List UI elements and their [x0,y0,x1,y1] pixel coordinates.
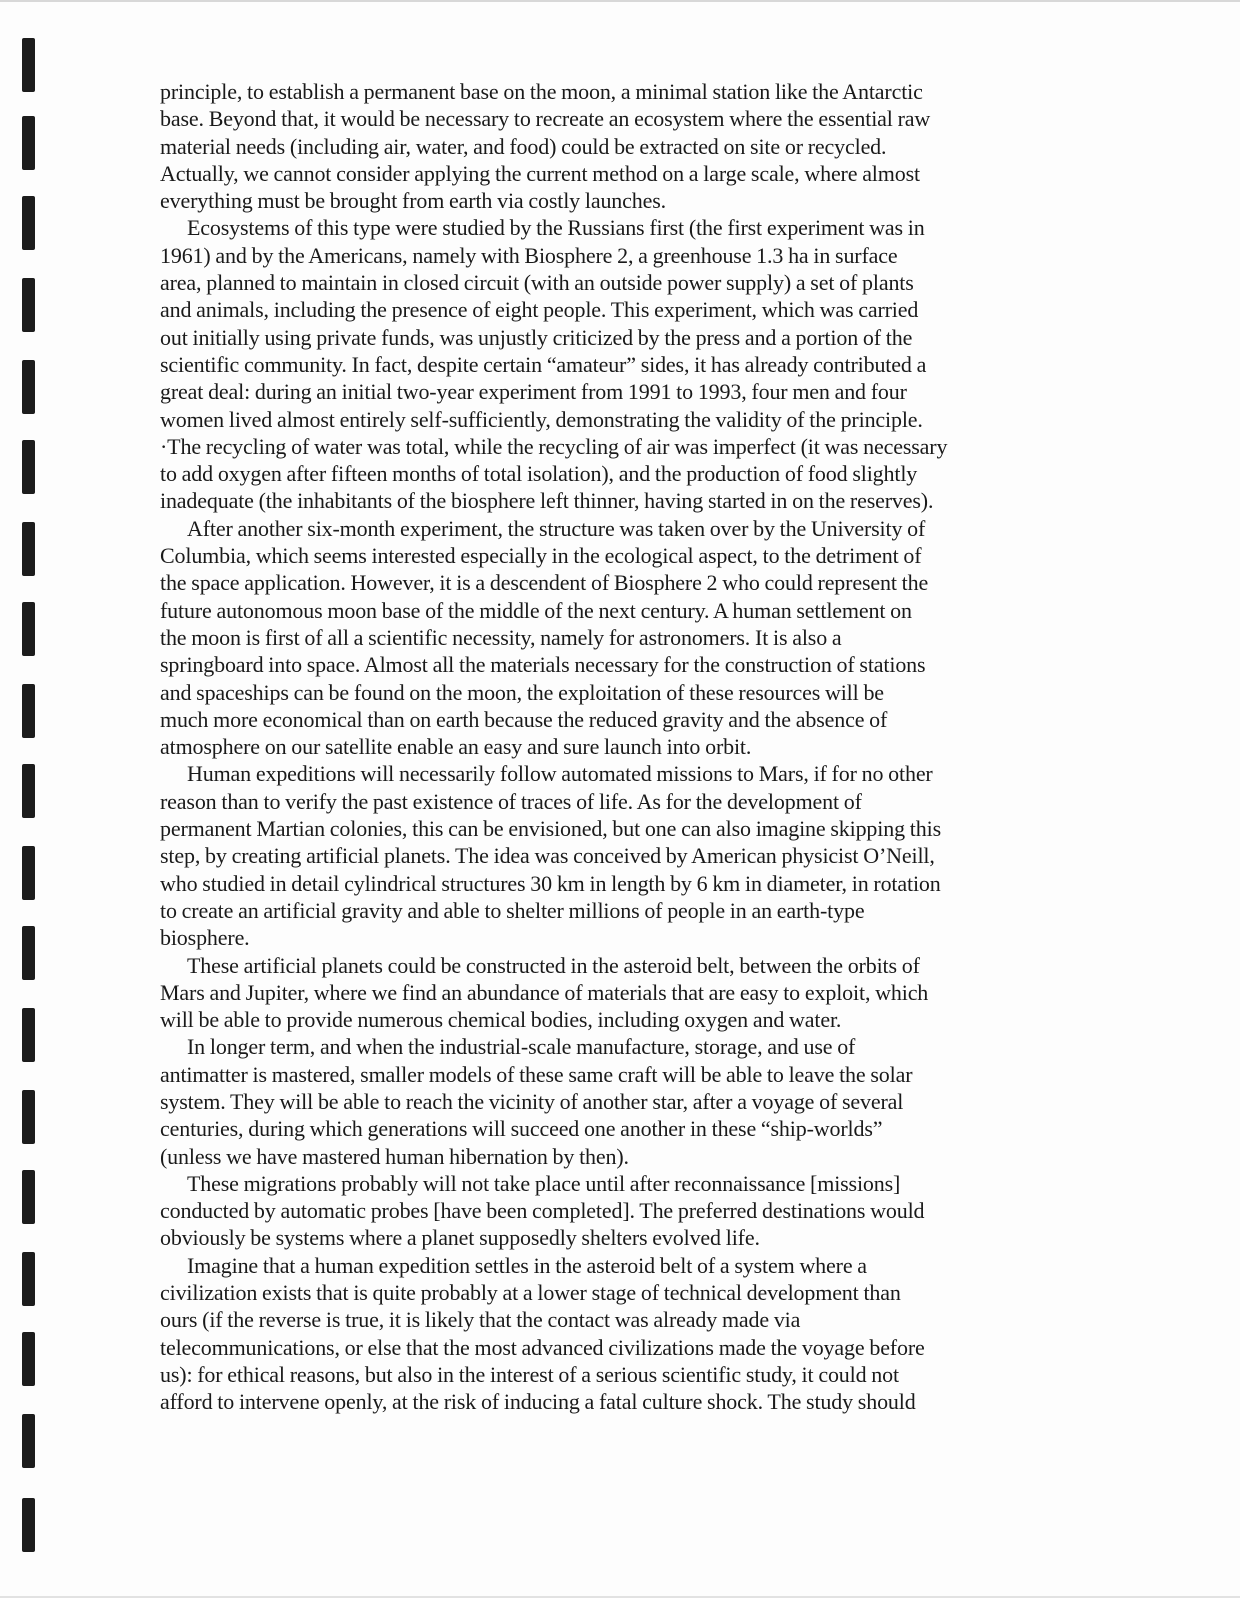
text-line: out initially using private funds, was unjustly criticized by the press and a portion of the [160,324,913,350]
paragraph-first-line: Ecosystems of this type were studied by the Russians first (the first experiment was in [187,215,925,241]
top-edge-rule [0,0,1240,2]
text-line: ours (if the reverse is true, it is likely that the contact was already made via [160,1307,801,1333]
text-line: antimatter is mastered, smaller models of these same craft will be able to leave the solar [160,1061,913,1087]
text-line: Mars and Jupiter, where we find an abundance of materials that are easy to exploit, which [160,979,929,1005]
text-line: system. They will be able to reach the vicinity of another star, after a voyage of several [160,1088,904,1114]
binding-hole [22,196,35,250]
text-line: Columbia, which seems interested especially in the ecological aspect, to the detriment of [160,543,922,569]
binding-holes [22,38,36,1578]
text-line: 1961) and by the Americans, namely with Biosphere 2, a greenhouse 1.3 ha in surface [160,242,898,268]
text-line: and spaceships can be found on the moon, the exploitation of these resources will be [160,679,884,705]
binding-hole [22,764,35,818]
text-line: great deal: during an initial two-year experiment from 1991 to 1993, four men and four [160,379,907,405]
text-line: the moon is first of all a scientific necessity, namely for astronomers. It is also a [160,624,842,650]
text-line: springboard into space. Almost all the materials necessary for the construction of stations [160,652,926,678]
binding-hole [22,1332,35,1386]
paragraph-first-line: These migrations probably will not take place until after reconnaissance [missions] [187,1170,901,1196]
text-line: material needs (including air, water, and food) could be extracted on site or recycled. [160,133,887,159]
text-line: women lived almost entirely self-sufficiently, demonstrating the validity of the principle. [160,406,923,432]
text-line: scientific community. In fact, despite certain “amateur” sides, it has already contributed a [160,351,927,377]
text-line: centuries, during which generations will succeed one another in these “ship-worlds” [160,1116,883,1142]
binding-hole [22,360,35,414]
paragraph-first-line: These artificial planets could be constructed in the asteroid belt, between the orbits of [187,952,920,978]
text-line: the space application. However, it is a descendent of Biosphere 2 who could represent the [160,570,929,596]
text-line: step, by creating artificial planets. The idea was conceived by American physicist O’Neill, [160,843,935,869]
text-line: obviously be systems where a planet supposedly shelters evolved life. [160,1225,760,1251]
binding-hole [22,522,35,576]
text-line: to add oxygen after fifteen months of total isolation), and the production of food slightly [160,461,918,487]
binding-hole [22,1252,35,1306]
text-line: much more economical than on earth because the reduced gravity and the absence of [160,706,888,732]
text-line: us): for ethical reasons, but also in the interest of a serious scientific study, it could not [160,1361,899,1387]
binding-hole [22,926,35,980]
text-line: base. Beyond that, it would be necessary to recreate an ecosystem where the essential raw [160,106,931,132]
binding-hole [22,846,35,900]
binding-hole [22,1008,35,1062]
text-line: future autonomous moon base of the middle of the next century. A human settlement on [160,597,912,623]
text-line: conducted by automatic probes [have been completed]. The preferred destinations would [160,1198,925,1224]
text-line: telecommunications, or else that the most advanced civilizations made the voyage before [160,1334,925,1360]
binding-hole [22,38,35,92]
binding-hole [22,684,35,738]
text-line: will be able to provide numerous chemical bodies, including oxygen and water. [160,1007,842,1033]
text-line: principle, to establish a permanent base on the moon, a minimal station like the Antarctic [160,79,923,104]
text-line: ·The recycling of water was total, while the recycling of air was imperfect (it was necessary [160,433,948,459]
text-line: everything must be brought from earth via costly launches. [160,188,666,214]
text-line: inadequate (the inhabitants of the biosphere left thinner, having started in on the reserves). [160,488,934,514]
document-body-text [160,78,1070,1416]
binding-hole [22,440,35,494]
binding-hole [22,1414,35,1468]
text-line: to create an artificial gravity and able to shelter millions of people in an earth-type [160,897,865,923]
text-line: (unless we have mastered human hibernation by then). [160,1143,629,1169]
binding-hole [22,602,35,656]
text-line: and animals, including the presence of eight people. This experiment, which was carried [160,297,919,323]
text-line: reason than to verify the past existence of traces of life. As for the development of [160,788,862,814]
paragraph-first-line: Imagine that a human expedition settles in the asteroid belt of a system where a [187,1252,867,1278]
text-line: biosphere. [160,925,250,951]
text-line: who studied in detail cylindrical structures 30 km in length by 6 km in diameter, in rotation [160,870,941,896]
text-line: Actually, we cannot consider applying the current method on a large scale, where almost [160,160,920,186]
binding-hole [22,1498,35,1552]
binding-hole [22,116,35,170]
paragraph-first-line: In longer term, and when the industrial-scale manufacture, storage, and use of [187,1034,856,1060]
text-line: permanent Martian colonies, this can be envisioned, but one can also imagine skipping this [160,816,941,842]
binding-hole [22,278,35,332]
paragraph-first-line: Human expeditions will necessarily follow automated missions to Mars, if for no other [187,761,933,787]
text-line: civilization exists that is quite probably at a lower stage of technical development than [160,1280,901,1306]
paragraph-first-line: After another six-month experiment, the structure was taken over by the University of [187,515,926,541]
text-line: atmosphere on our satellite enable an easy and sure launch into orbit. [160,734,752,760]
binding-hole [22,1170,35,1224]
text-line: area, planned to maintain in closed circuit (with an outside power supply) a set of plants [160,270,914,296]
binding-hole [22,1090,35,1144]
text-line: afford to intervene openly, at the risk of inducing a fatal culture shock. The study should [160,1389,916,1415]
